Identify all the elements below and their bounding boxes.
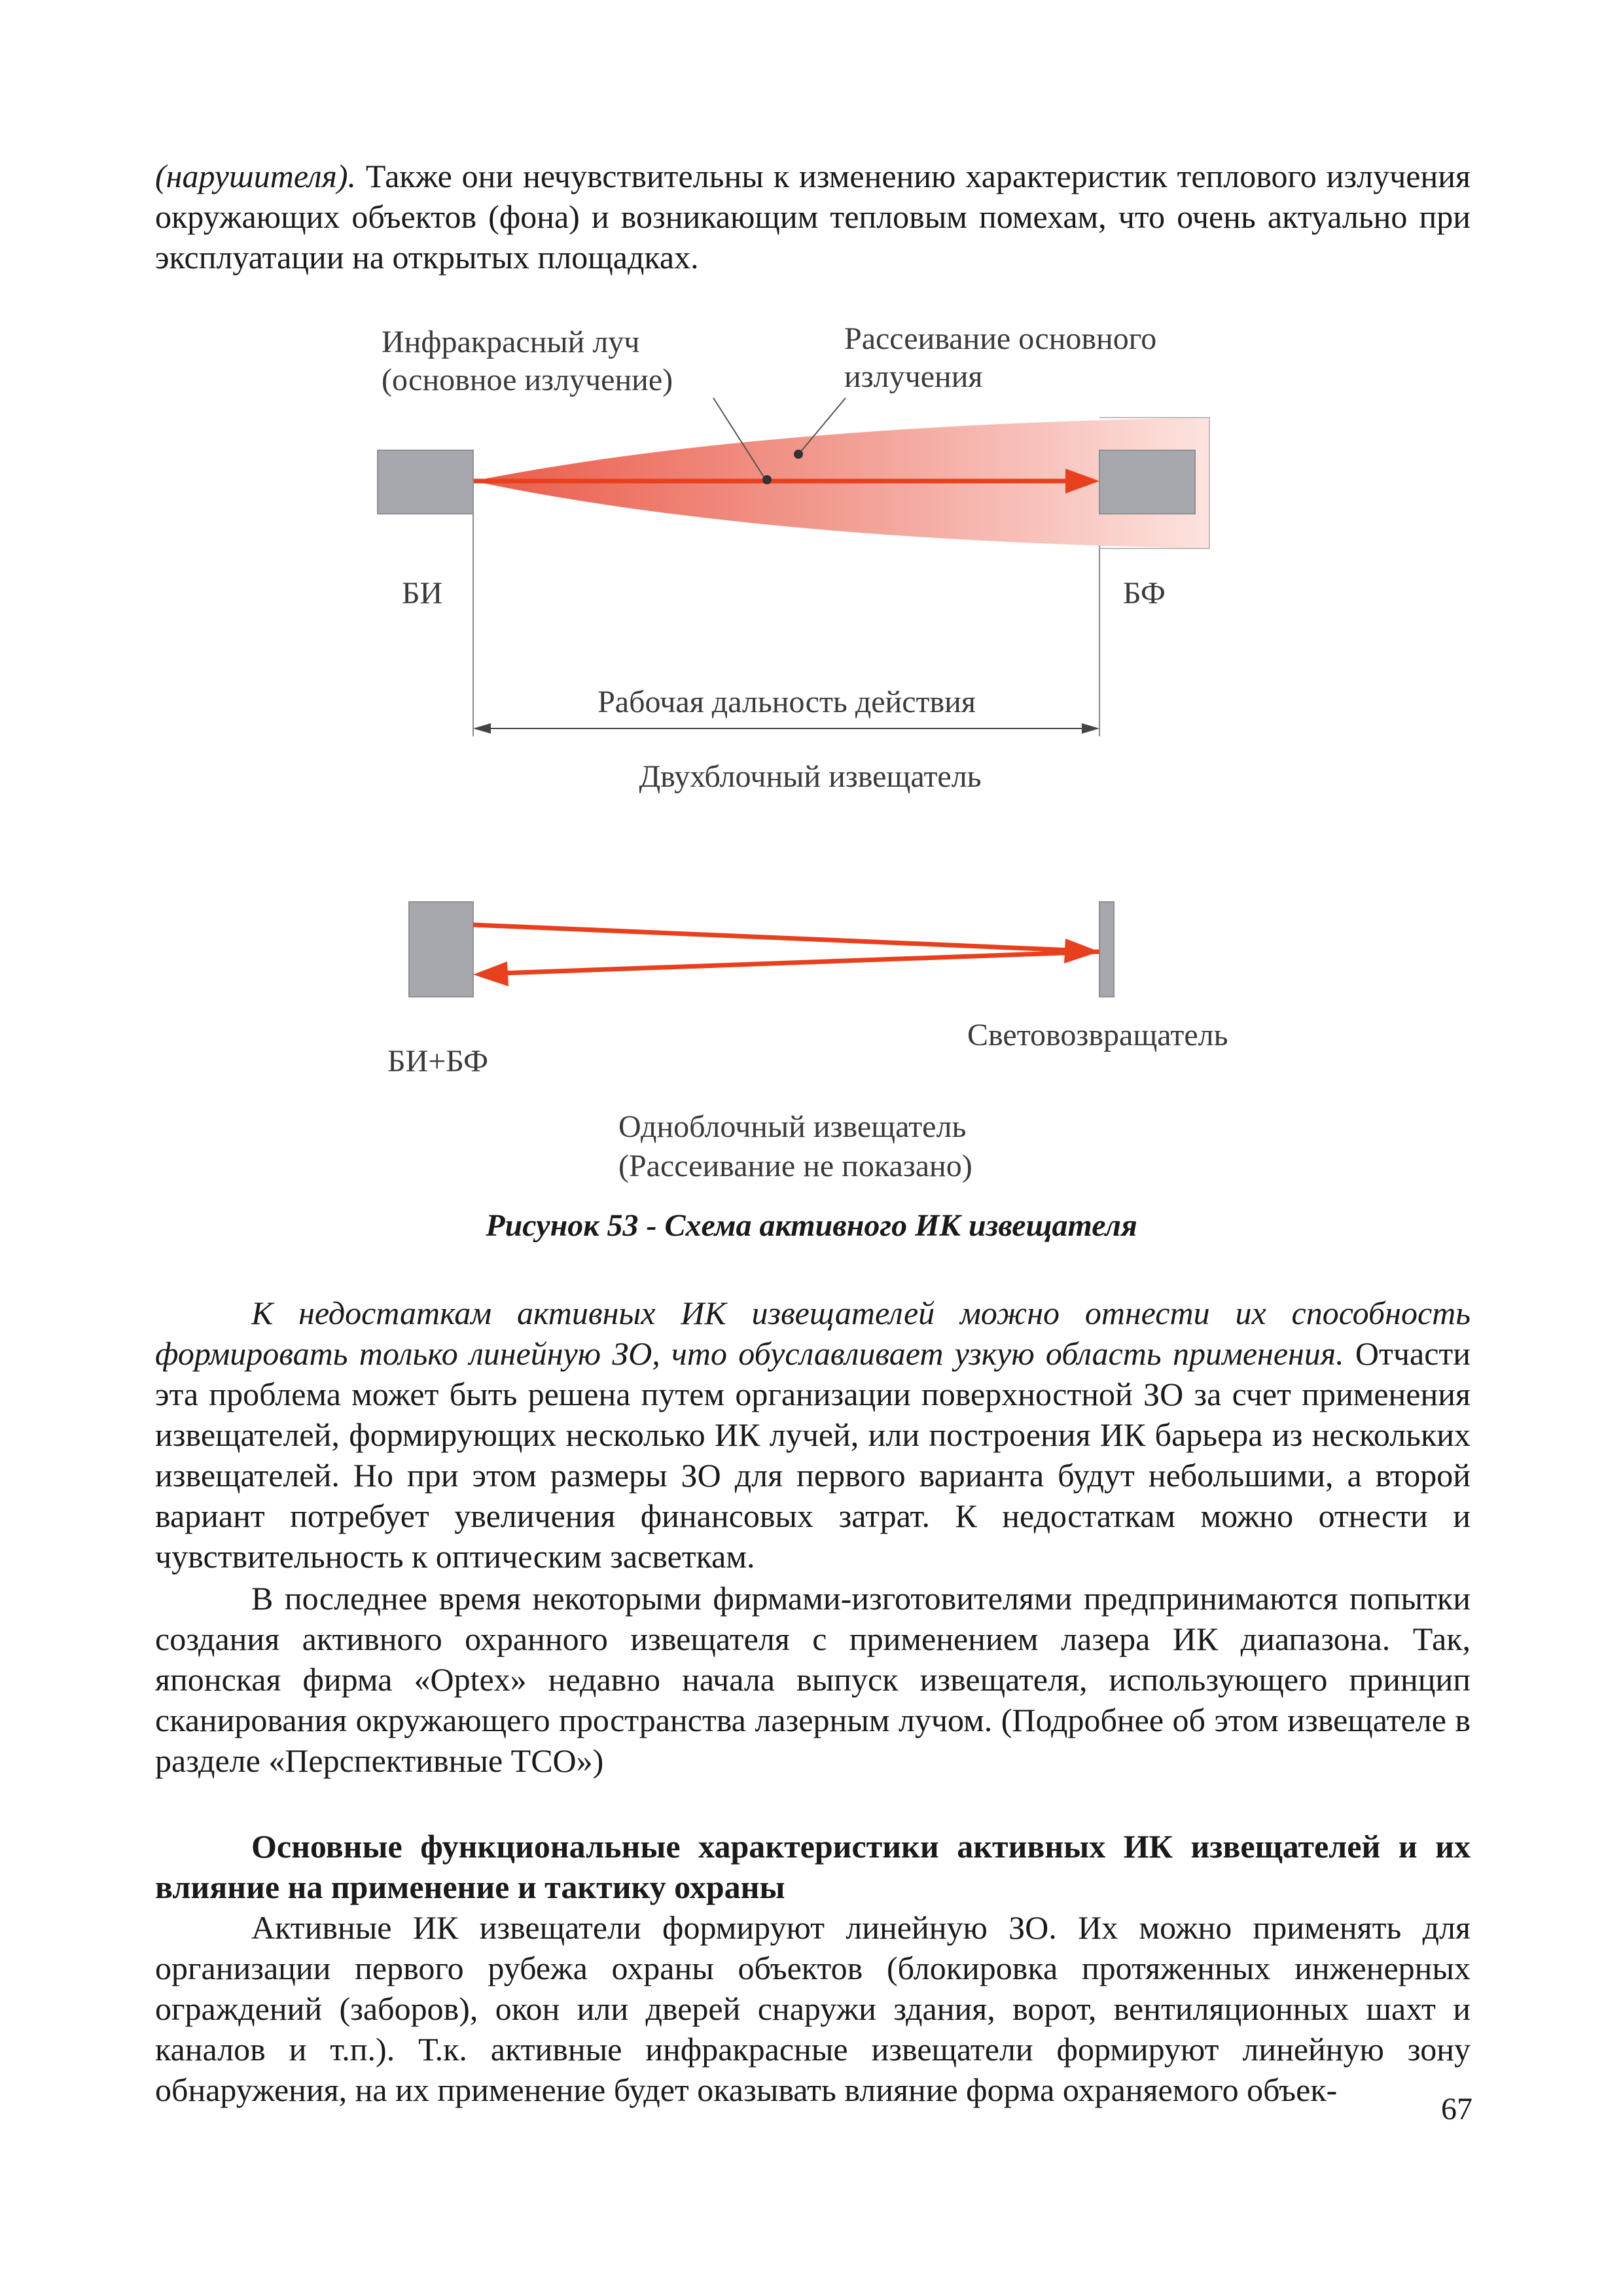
label-one-block-line1: Одноблочный извещатель xyxy=(618,1109,967,1144)
leader-dot-beam xyxy=(762,475,772,484)
label-scatter-line2: излучения xyxy=(844,359,983,394)
label-ir-beam-line1: Инфракрасный луч xyxy=(382,325,640,359)
paragraph-disadvantages-italic: К недостаткам активных ИК извещателей можно отнести их способность формировать только линейную ЗО, что обуславливает узкую область применения. xyxy=(155,1295,1471,1372)
label-one-block-line2: (Рассеивание не показано) xyxy=(618,1149,972,1183)
transmitter-block xyxy=(378,450,473,514)
combined-block xyxy=(409,902,473,997)
beam-forward xyxy=(473,925,1073,950)
label-bf: БФ xyxy=(1123,576,1166,611)
receiver-block xyxy=(1099,450,1195,514)
paragraph-laser: В последнее время некоторыми фирмами-изготовителями предпринимаются попытки создания активного охранного извещателя с применением лазера ИК диапазона. Так, японская фирма «Optex» недавно начала выпуск извещателя, использующего принцип сканирования окружающего пространства лазерным лучом. (Подробнее об этом извещателе в разделе «Перспективные ТСО») xyxy=(155,1580,1471,1779)
label-reflector: Световозвращатель xyxy=(967,1018,1228,1052)
label-range: Рабочая дальность действия xyxy=(597,685,976,719)
figure-caption: Рисунок 53 - Схема активного ИК извещателя xyxy=(486,1208,1137,1243)
page-number: 67 xyxy=(1441,2092,1472,2126)
label-ir-beam-line2: (основное излучение) xyxy=(382,363,673,397)
label-bi: БИ xyxy=(402,576,443,611)
range-arrow-right xyxy=(1082,723,1099,734)
reflector-block xyxy=(1099,902,1114,997)
paragraph-disadvantages-text: Отчасти эта проблема может быть решена путем организации поверхностной ЗО за счет применения извещателей, формирующих несколько ИК лучей, или построения ИК барьера из нескольких извещателей. Но при этом размеры ЗО для первого варианта будут небольшими, а второй вариант потребует увеличения финансовых затрат. К недостаткам можно отнести и чувствительность к оптическим засветкам. xyxy=(155,1335,1471,1575)
section-heading: Основные функциональные характеристики активных ИК извещателей и их влияние на применение и тактику охраны xyxy=(155,1828,1471,1905)
beam-return-arrowhead xyxy=(473,961,508,986)
label-scatter-line1: Рассеивание основного xyxy=(844,321,1157,356)
range-arrow-left xyxy=(473,723,491,734)
top-paragraph-text: Также они нечувствительны к изменению характеристик теплового излучения окружающих объектов (фона) и возникающим тепловым помехам, что очень актуально при эксплуатации на открытых площадках. xyxy=(155,158,1471,276)
paragraph-characteristics: Активные ИК извещатели формируют линейную ЗО. Их можно применять для организации первого рубежа охраны объектов (блокировка протяженных инженерных ограждений (заборов), окон или дверей снаружи здания, ворот, вентиляционных шахт и каналов и т.п.). Т.к. активные инфракрасные извещатели формируют линейную зону обнаружения, на их применение будет оказывать влияние форма охраняемого объек- xyxy=(155,1909,1471,2108)
paragraph-disadvantages xyxy=(155,1293,1471,1577)
leader-dot-scatter xyxy=(794,450,803,459)
label-two-block: Двухблочный извещатель xyxy=(639,759,982,794)
beam-return xyxy=(501,952,1099,973)
label-bi-bf: БИ+БФ xyxy=(387,1044,489,1079)
top-paragraph-italic: (нарушителя). xyxy=(155,158,356,194)
